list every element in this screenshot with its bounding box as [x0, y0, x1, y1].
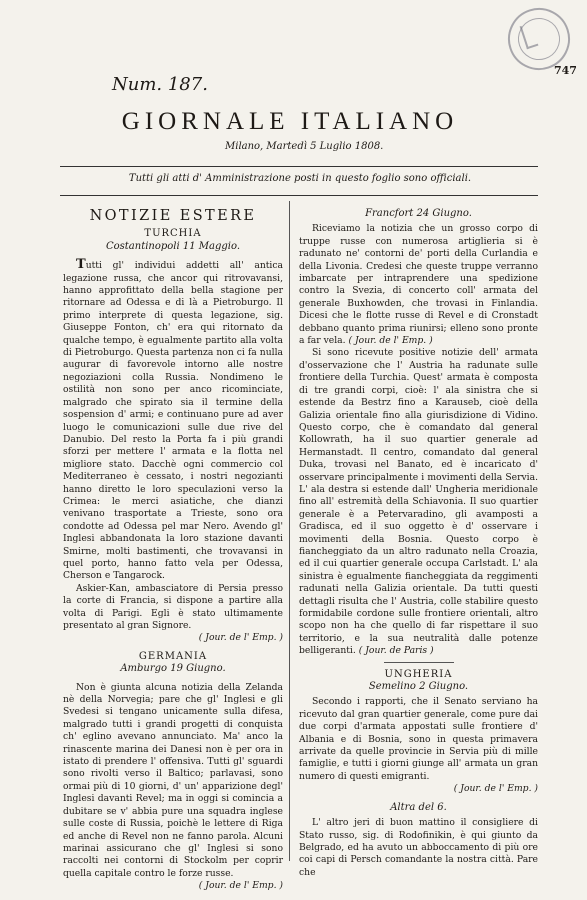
article-paragraph: Tutti gl' individui addetti all' antica legazione russa, che ancor qui ritrovavansi, hanno approfittato della bella stagione per ritornare ad Odessa e di là a Pietroburgo. Il primo interprete di questa legazione, sig. Giuseppe Fonton, ch' era qui ritornato da qualche tempo, è egualmente partito alla volta di Pietroburgo. Questa partenza non ci fa nulla augurar di favorevole intorno alle nostre negoziazioni colla Russia. Nondimeno le ostilità non sono per anco ricominciate, malgrado che spirato sia il termine della sospension d' armi; e continuano pure ad aver luogo le comunicazioni sulle due rive del Danubio. Del resto la Porta fa i più grandi sforzi per mettere l' armata e la flotta nel migliore stato. Dacchè ogni commercio col Mediterraneo è cessato, i nostri negozianti hanno diretto le loro speculazioni verso la Crimea: le merci asiatiche, che dianzi venivano trasportate a Trieste, sono ora condotte ad Odessa pel mar Nero. Avendo gl' Inglesi abbandonata la loro stazione davanti Smirne, molti bastimenti, che trovavansi in quel porto, hanno fatto vela per Odessa, Cherson e Tangarock.: [63, 257, 283, 582]
left-column: [63, 208, 283, 899]
article-paragraph: Non è giunta alcuna notizia della Zelanda nè della Norvegia; pare che gl' Inglesi e gli Svedesi si tengano unicamente sulla difesa, malgrado tutti i grandi progetti di conquista ch' eglino avevano annunciato. Ma' anco la rinascente marina dei Danesi non è per ora in istato di prendere l' offensiva. Tutti gl' sguardi sono rivolti verso il Baltico; parlavasi, sono ormai più di 10 giorni, d' un' apparizione degl' Inglesi davanti Revel; ma in oggi si comincia a dubitare se v' abbia pure una squadra inglese sulle coste di Russia, poichè le lettere di Riga ed anche di Revel non ne fanno parola. Alcuni marinai assicurano che gl' Inglesi si sono raccolti nei contorni di Stockolm per coprir quella capitale contro le forze russe.: [63, 681, 283, 879]
place-date-semlin: Semelino 2 Giugno.: [368, 681, 469, 693]
header-rule: [60, 195, 538, 196]
article-source: ( Jour. de l' Emp. ): [453, 783, 538, 795]
top-rule: [60, 166, 538, 167]
column-divider: [289, 201, 290, 861]
article-paragraph: [299, 347, 538, 657]
country-heading-turchia: TURCHIA: [144, 228, 202, 240]
place-date-constantinople: Costantinopoli 11 Maggio.: [105, 240, 241, 252]
article-paragraph: Secondo i rapporti, che il Senato serviano ha ricevuto dal gran quartier generale, come pure dai due corpi d'armata appostati sulle frontiere d' Albania e di Bosnia, sono in questa primavera arrivate da quelle provincie in Servia più di mille famiglie, e tutti i giorni giunge all' armata un gran numero di questi emigranti.: [299, 696, 538, 782]
article-source: ( Jour. de l' Emp. ): [198, 632, 283, 644]
article-separator: [384, 662, 454, 663]
official-notice: Tutti gli atti d' Amministrazione posti in questo foglio sono officiali.: [128, 173, 472, 184]
country-heading-ungheria: UNGHERIA: [384, 668, 453, 680]
article-paragraph: Askier-Kan, ambasciatore di Persia presso la corte di Francia, si dispone a partire alla volta di Parigi. Egli è stato ultimamente presentato al gran Signore.: [63, 582, 283, 631]
newspaper-title: GIORNALE ITALIANO: [121, 108, 459, 135]
article-source: ( Jour. de l' Emp. ): [198, 880, 283, 892]
issue-number: Num. 187.: [112, 74, 208, 95]
page-number: 747: [554, 64, 577, 77]
place-date-altra: Altra del 6.: [390, 801, 447, 813]
article-text: Si sono ricevute positive notizie dell' armata d'osservazione che l' Austria ha radunate sulle frontiere della Turchia. Quest' armata è composta di tre grandi corpi, cioè: l' ala sinistra che si estende da Bestrz fino a Karauseb, cioè della Galizia orientale fino alla giurisdizione di Vidino. Questo corpo, che è comandato dal general Kollowrath, ha il suo quartier generale ad Hermanstadt. Il centro, comandato dal general Duka, trovasi nel Banato, ed è incaricato d' osservare principalmente i movimenti della Servia. L' ala destra si estende dall' Ungheria meridionale fino all' estremità della Schiavonia. Il suo quartier generale è a Petervaradino, gli avamposti a Gradisca, ed il suo oggetto è d' osservare i movimenti della Bosnia. Questo corpo è fiancheggiato da un altro radunato nella Croazia, ed il cui quartier generale occupa Carlstadt. L' ala sinistra è egualmente fiancheggiata da reggimenti radunati nella Galizia orientale. Da tutti questi dettagli risulta che l' Austria, colle stabilire questo formidabile cordone sulle frontiere orientali, altro scopo non ha che quello di far rispettare il suo territorio, e la sua neutralità dalle potenze belligeranti.: [299, 347, 538, 657]
section-title: NOTIZIE ESTERE: [89, 208, 257, 224]
article-paragraph: [299, 223, 538, 347]
dateline: Milano, Martedì 5 Luglio 1808.: [225, 141, 384, 152]
place-date-hamburg: Amburgo 19 Giugno.: [120, 663, 226, 675]
article-text: Riceviamo la notizia che un grosso corpo di truppe russe con numerosa artiglieria si è radunato ne' contorni de' porti della Curlandia e della Livonia. Credesi che queste truppe verranno imbarcate per intraprendere una spedizione contro la Svezia, di concerto coll' armata del generale Buxhowden, che trovasi in Finlandia. Dicesi che le flotte russe di Revel e di Cronstadt debbano quanto prima riunirsi; elleno sono pronte a far vela.: [299, 223, 538, 347]
inline-source: ( Jour. de l' Emp. ): [348, 335, 433, 347]
right-column: [299, 208, 538, 879]
country-heading-germania: GERMANIA: [138, 650, 208, 662]
inline-source: ( Jour. de Paris ): [358, 645, 434, 657]
place-date-frankfurt: Francfort 24 Giugno.: [365, 208, 472, 219]
article-paragraph: L' altro jeri di buon mattino il consigliere di Stato russo, sig. di Rodofinikin, è qui giunto da Belgrado, ed ha avuto un abboccamento di più ore coi capi di Persch comandante la nostra città. Pare che: [299, 817, 538, 878]
